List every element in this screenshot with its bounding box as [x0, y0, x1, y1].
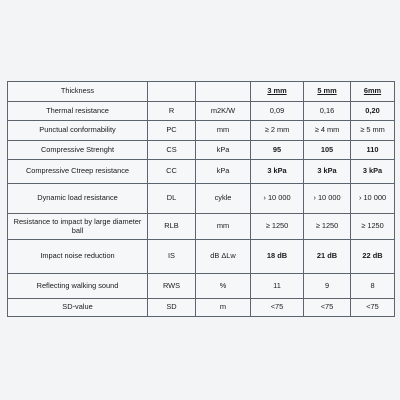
table-row — [8, 121, 395, 141]
value-cell: 9 — [304, 274, 351, 299]
property-cell: Dynamic load resistance — [8, 184, 148, 214]
value-cell: <75 — [251, 299, 304, 317]
symbol-cell: RWS — [148, 274, 196, 299]
unit-cell: kPa — [196, 141, 251, 160]
property-cell: Reflecting walking sound — [8, 274, 148, 299]
value-cell: 0,09 — [251, 102, 304, 121]
value-cell: 3 kPa — [351, 160, 395, 184]
property-cell: Resistance to impact by large diameter ball — [8, 214, 148, 240]
table-header-row — [8, 82, 395, 102]
value-cell: ≥ 5 mm — [351, 121, 395, 141]
value-cell: 22 dB — [351, 240, 395, 274]
value-cell: ≥ 1250 — [304, 214, 351, 240]
symbol-cell: CS — [148, 141, 196, 160]
header-property-cell: Thickness — [8, 82, 148, 102]
table-row — [8, 299, 395, 317]
unit-cell: % — [196, 274, 251, 299]
header-value-cell: 3 mm — [251, 82, 304, 102]
table-row — [8, 240, 395, 274]
unit-cell: m — [196, 299, 251, 317]
value-cell: 21 dB — [304, 240, 351, 274]
table-row — [8, 274, 395, 299]
property-cell: Thermal resistance — [8, 102, 148, 121]
value-cell: 0,20 — [351, 102, 395, 121]
table-row — [8, 214, 395, 240]
property-cell: Compressive Strenght — [8, 141, 148, 160]
unit-cell: cykle — [196, 184, 251, 214]
property-cell: SD-value — [8, 299, 148, 317]
value-cell: ≥ 2 mm — [251, 121, 304, 141]
symbol-cell: DL — [148, 184, 196, 214]
unit-cell: dB ΔLw — [196, 240, 251, 274]
header-value-cell: 6mm — [351, 82, 395, 102]
header-unit-cell — [196, 82, 251, 102]
value-cell: <75 — [351, 299, 395, 317]
table-row — [8, 141, 395, 160]
property-cell: Impact noise reduction — [8, 240, 148, 274]
value-cell: ≥ 4 mm — [304, 121, 351, 141]
value-cell: 0,16 — [304, 102, 351, 121]
header-symbol-cell — [148, 82, 196, 102]
unit-cell: mm — [196, 121, 251, 141]
symbol-cell: IS — [148, 240, 196, 274]
value-cell: › 10 000 — [251, 184, 304, 214]
symbol-cell: CC — [148, 160, 196, 184]
value-cell: 3 kPa — [251, 160, 304, 184]
table-row — [8, 184, 395, 214]
value-cell: › 10 000 — [304, 184, 351, 214]
table-row — [8, 160, 395, 184]
value-cell: 105 — [304, 141, 351, 160]
symbol-cell: SD — [148, 299, 196, 317]
unit-cell: kPa — [196, 160, 251, 184]
value-cell: 95 — [251, 141, 304, 160]
symbol-cell: R — [148, 102, 196, 121]
value-cell: › 10 000 — [351, 184, 395, 214]
value-cell: 3 kPa — [304, 160, 351, 184]
value-cell: 110 — [351, 141, 395, 160]
property-cell: Compressive Ctreep resistance — [8, 160, 148, 184]
symbol-cell: PC — [148, 121, 196, 141]
symbol-cell: RLB — [148, 214, 196, 240]
table-row — [8, 102, 395, 121]
specification-table — [7, 81, 395, 317]
value-cell: ≥ 1250 — [251, 214, 304, 240]
unit-cell: mm — [196, 214, 251, 240]
header-value-cell: 5 mm — [304, 82, 351, 102]
value-cell: 11 — [251, 274, 304, 299]
unit-cell: m2K/W — [196, 102, 251, 121]
property-cell: Punctual conformability — [8, 121, 148, 141]
value-cell: 8 — [351, 274, 395, 299]
value-cell: 18 dB — [251, 240, 304, 274]
value-cell: <75 — [304, 299, 351, 317]
value-cell: ≥ 1250 — [351, 214, 395, 240]
